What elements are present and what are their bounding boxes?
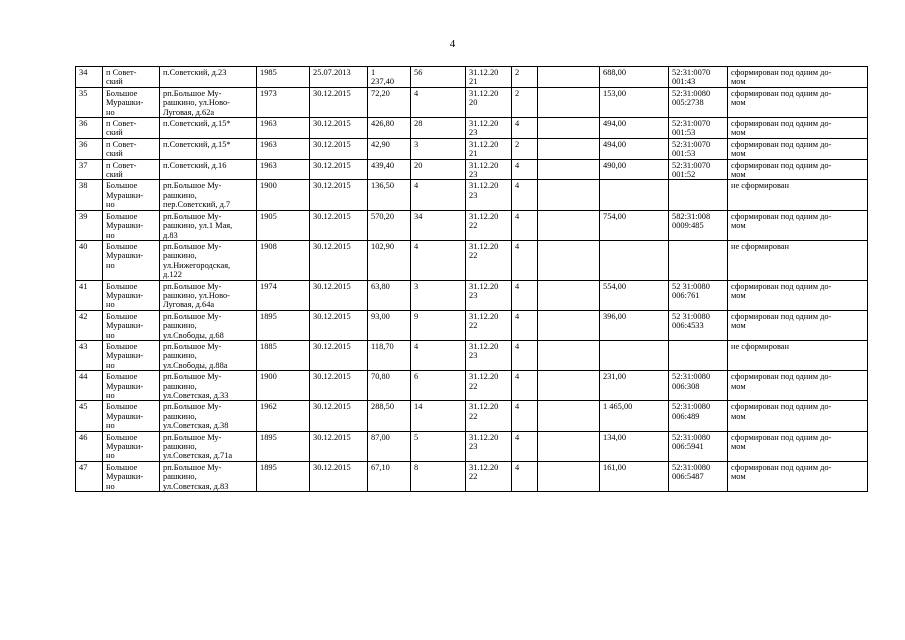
table-row bbox=[76, 371, 868, 401]
cell-row-number: 46 bbox=[76, 431, 103, 461]
cell-deadline: 31.12.20 21 bbox=[466, 138, 512, 159]
cell-settlement: Большое Мурашки- но bbox=[103, 401, 160, 431]
table-row bbox=[76, 67, 868, 88]
cell-cadastral-number bbox=[669, 180, 728, 210]
cell-address: п.Советский, д.15* bbox=[160, 118, 257, 139]
cell-cadastral-number bbox=[669, 340, 728, 370]
cell-extra bbox=[538, 87, 600, 117]
table-body bbox=[76, 67, 868, 492]
cell-land-area bbox=[600, 340, 669, 370]
cell-settlement: п Совет- ский bbox=[103, 118, 160, 139]
cell-settlement: Большое Мурашки- но bbox=[103, 431, 160, 461]
cell-category: 4 bbox=[512, 371, 538, 401]
cell-extra bbox=[538, 180, 600, 210]
cell-date: 30.12.2015 bbox=[310, 401, 368, 431]
cell-category: 4 bbox=[512, 431, 538, 461]
cell-address: п.Советский, д.23 bbox=[160, 67, 257, 88]
cell-deadline: 31.12.20 23 bbox=[466, 118, 512, 139]
table-row bbox=[76, 431, 868, 461]
cell-address: рп.Большое Му- рашкино, ул.Свободы, д.88а bbox=[160, 340, 257, 370]
cell-settlement: п Совет- ский bbox=[103, 67, 160, 88]
cell-address: п.Советский, д.16 bbox=[160, 159, 257, 180]
cell-date: 30.12.2015 bbox=[310, 240, 368, 280]
cell-area: 42,90 bbox=[368, 138, 411, 159]
cell-area: 63,80 bbox=[368, 280, 411, 310]
cell-residents: 6 bbox=[411, 371, 466, 401]
cell-address: п.Советский, д.15* bbox=[160, 138, 257, 159]
cell-extra bbox=[538, 401, 600, 431]
cell-settlement: Большое Мурашки- но bbox=[103, 461, 160, 491]
cell-category: 4 bbox=[512, 461, 538, 491]
cell-date: 30.12.2015 bbox=[310, 180, 368, 210]
cell-address: рп.Большое Му- рашкино, ул.Свободы, д.68 bbox=[160, 310, 257, 340]
cell-deadline: 31.12.20 22 bbox=[466, 401, 512, 431]
cell-category: 4 bbox=[512, 159, 538, 180]
cell-date: 30.12.2015 bbox=[310, 431, 368, 461]
cell-deadline: 31.12.20 23 bbox=[466, 431, 512, 461]
cell-row-number: 47 bbox=[76, 461, 103, 491]
cell-extra bbox=[538, 67, 600, 88]
table-row bbox=[76, 401, 868, 431]
cell-land-status: сформирован под одним до- мом bbox=[728, 461, 868, 491]
cell-extra bbox=[538, 240, 600, 280]
cell-cadastral-number: 52:31:0080 006:489 bbox=[669, 401, 728, 431]
cell-build-year: 1900 bbox=[257, 180, 310, 210]
table-row bbox=[76, 240, 868, 280]
cell-deadline: 31.12.20 22 bbox=[466, 310, 512, 340]
cell-cadastral-number: 52:31:0080 005:2738 bbox=[669, 87, 728, 117]
cell-land-area: 688,00 bbox=[600, 67, 669, 88]
cell-address: рп.Большое Му- рашкино, ул.Советская, д.33 bbox=[160, 371, 257, 401]
cell-extra bbox=[538, 138, 600, 159]
cell-date: 30.12.2015 bbox=[310, 371, 368, 401]
cell-category: 2 bbox=[512, 87, 538, 117]
cell-land-status: сформирован под одним до- мом bbox=[728, 210, 868, 240]
cell-build-year: 1973 bbox=[257, 87, 310, 117]
cell-extra bbox=[538, 340, 600, 370]
cell-build-year: 1963 bbox=[257, 118, 310, 139]
cell-deadline: 31.12.20 20 bbox=[466, 87, 512, 117]
cell-land-status: сформирован под одним до- мом bbox=[728, 431, 868, 461]
table-row bbox=[76, 310, 868, 340]
table-row bbox=[76, 340, 868, 370]
cell-deadline: 31.12.20 23 bbox=[466, 180, 512, 210]
cell-land-area: 153,00 bbox=[600, 87, 669, 117]
cell-settlement: Большое Мурашки- но bbox=[103, 240, 160, 280]
cell-area: 570,20 bbox=[368, 210, 411, 240]
page-number: 4 bbox=[449, 38, 456, 50]
cell-deadline: 31.12.20 23 bbox=[466, 280, 512, 310]
housing-table bbox=[75, 66, 868, 492]
cell-extra bbox=[538, 371, 600, 401]
cell-deadline: 31.12.20 22 bbox=[466, 371, 512, 401]
cell-residents: 14 bbox=[411, 401, 466, 431]
cell-build-year: 1900 bbox=[257, 371, 310, 401]
cell-category: 4 bbox=[512, 280, 538, 310]
cell-settlement: Большое Мурашки- но bbox=[103, 371, 160, 401]
cell-land-area: 231,00 bbox=[600, 371, 669, 401]
cell-settlement: Большое Мурашки- но bbox=[103, 180, 160, 210]
cell-settlement: п Совет- ский bbox=[103, 159, 160, 180]
cell-row-number: 36 bbox=[76, 138, 103, 159]
table-row bbox=[76, 210, 868, 240]
cell-deadline: 31.12.20 22 bbox=[466, 210, 512, 240]
cell-land-status: сформирован под одним до- мом bbox=[728, 118, 868, 139]
cell-land-status: сформирован под одним до- мом bbox=[728, 159, 868, 180]
cell-area: 102,90 bbox=[368, 240, 411, 280]
cell-land-area bbox=[600, 240, 669, 280]
cell-extra bbox=[538, 310, 600, 340]
cell-residents: 4 bbox=[411, 340, 466, 370]
cell-cadastral-number: 52:31:0070 001:52 bbox=[669, 159, 728, 180]
cell-row-number: 38 bbox=[76, 180, 103, 210]
cell-area: 72,20 bbox=[368, 87, 411, 117]
cell-address: рп.Большое Му- рашкино, ул.Советская, д.38 bbox=[160, 401, 257, 431]
cell-land-area: 396,00 bbox=[600, 310, 669, 340]
cell-residents: 4 bbox=[411, 87, 466, 117]
cell-cadastral-number: 52:31:0080 006:308 bbox=[669, 371, 728, 401]
cell-extra bbox=[538, 280, 600, 310]
cell-address: рп.Большое Му- рашкино, ул.1 Мая, д.83 bbox=[160, 210, 257, 240]
table-row bbox=[76, 180, 868, 210]
cell-settlement: п Совет- ский bbox=[103, 138, 160, 159]
cell-residents: 8 bbox=[411, 461, 466, 491]
cell-land-status: не сформирован bbox=[728, 180, 868, 210]
cell-row-number: 37 bbox=[76, 159, 103, 180]
cell-address: рп.Большое Му- рашкино, пер.Советский, д.7 bbox=[160, 180, 257, 210]
cell-address: рп.Большое Му- рашкино, ул.Ново- Луговая, д.62а bbox=[160, 87, 257, 117]
table-row bbox=[76, 280, 868, 310]
cell-land-area: 494,00 bbox=[600, 138, 669, 159]
cell-build-year: 1908 bbox=[257, 240, 310, 280]
cell-build-year: 1974 bbox=[257, 280, 310, 310]
cell-area: 70,80 bbox=[368, 371, 411, 401]
cell-deadline: 31.12.20 22 bbox=[466, 240, 512, 280]
cell-land-area: 554,00 bbox=[600, 280, 669, 310]
cell-row-number: 42 bbox=[76, 310, 103, 340]
cell-settlement: Большое Мурашки- но bbox=[103, 87, 160, 117]
cell-address: рп.Большое Му- рашкино, ул.Советская, д.71а bbox=[160, 431, 257, 461]
cell-extra bbox=[538, 431, 600, 461]
cell-build-year: 1985 bbox=[257, 67, 310, 88]
cell-category: 4 bbox=[512, 310, 538, 340]
cell-build-year: 1885 bbox=[257, 340, 310, 370]
cell-date: 30.12.2015 bbox=[310, 461, 368, 491]
cell-category: 4 bbox=[512, 340, 538, 370]
cell-extra bbox=[538, 210, 600, 240]
cell-land-status: сформирован под одним до- мом bbox=[728, 310, 868, 340]
cell-row-number: 35 bbox=[76, 87, 103, 117]
cell-category: 2 bbox=[512, 67, 538, 88]
cell-cadastral-number: 52:31:0070 001:43 bbox=[669, 67, 728, 88]
cell-area: 87,00 bbox=[368, 431, 411, 461]
cell-cadastral-number: 52:31:0080 006:5487 bbox=[669, 461, 728, 491]
cell-land-status: не сформирован bbox=[728, 240, 868, 280]
cell-land-area: 754,00 bbox=[600, 210, 669, 240]
cell-category: 4 bbox=[512, 210, 538, 240]
cell-date: 30.12.2015 bbox=[310, 340, 368, 370]
table-row bbox=[76, 461, 868, 491]
cell-category: 4 bbox=[512, 401, 538, 431]
cell-cadastral-number: 582:31:008 0009:485 bbox=[669, 210, 728, 240]
cell-extra bbox=[538, 118, 600, 139]
cell-residents: 34 bbox=[411, 210, 466, 240]
cell-row-number: 41 bbox=[76, 280, 103, 310]
cell-deadline: 31.12.20 23 bbox=[466, 340, 512, 370]
cell-settlement: Большое Мурашки- но bbox=[103, 310, 160, 340]
table-row bbox=[76, 118, 868, 139]
cell-residents: 3 bbox=[411, 138, 466, 159]
cell-category: 4 bbox=[512, 240, 538, 280]
cell-land-status: не сформирован bbox=[728, 340, 868, 370]
cell-deadline: 31.12.20 22 bbox=[466, 461, 512, 491]
cell-land-area: 1 465,00 bbox=[600, 401, 669, 431]
cell-row-number: 44 bbox=[76, 371, 103, 401]
cell-settlement: Большое Мурашки- но bbox=[103, 280, 160, 310]
cell-row-number: 34 bbox=[76, 67, 103, 88]
cell-cadastral-number: 52:31:0080 006:5941 bbox=[669, 431, 728, 461]
cell-date: 25.07.2013 bbox=[310, 67, 368, 88]
cell-date: 30.12.2015 bbox=[310, 310, 368, 340]
cell-area: 118,70 bbox=[368, 340, 411, 370]
cell-row-number: 36 bbox=[76, 118, 103, 139]
cell-build-year: 1962 bbox=[257, 401, 310, 431]
cell-category: 4 bbox=[512, 180, 538, 210]
cell-land-area bbox=[600, 180, 669, 210]
cell-category: 2 bbox=[512, 138, 538, 159]
cell-land-area: 490,00 bbox=[600, 159, 669, 180]
cell-cadastral-number: 52 31:0080 006:761 bbox=[669, 280, 728, 310]
cell-residents: 56 bbox=[411, 67, 466, 88]
cell-land-area: 134,00 bbox=[600, 431, 669, 461]
cell-build-year: 1895 bbox=[257, 310, 310, 340]
cell-land-area: 494,00 bbox=[600, 118, 669, 139]
cell-residents: 4 bbox=[411, 240, 466, 280]
cell-land-status: сформирован под одним до- мом bbox=[728, 401, 868, 431]
cell-residents: 20 bbox=[411, 159, 466, 180]
cell-land-status: сформирован под одним до- мом bbox=[728, 138, 868, 159]
cell-land-status: сформирован под одним до- мом bbox=[728, 371, 868, 401]
cell-residents: 4 bbox=[411, 180, 466, 210]
cell-build-year: 1963 bbox=[257, 159, 310, 180]
cell-date: 30.12.2015 bbox=[310, 118, 368, 139]
cell-extra bbox=[538, 461, 600, 491]
cell-date: 30.12.2015 bbox=[310, 87, 368, 117]
cell-residents: 3 bbox=[411, 280, 466, 310]
cell-address: рп.Большое Му- рашкино, ул.Нижегородская, д.122 bbox=[160, 240, 257, 280]
cell-date: 30.12.2015 bbox=[310, 280, 368, 310]
cell-land-status: сформирован под одним до- мом bbox=[728, 67, 868, 88]
cell-row-number: 43 bbox=[76, 340, 103, 370]
table-row bbox=[76, 138, 868, 159]
cell-land-status: сформирован под одним до- мом bbox=[728, 87, 868, 117]
cell-residents: 9 bbox=[411, 310, 466, 340]
cell-area: 426,80 bbox=[368, 118, 411, 139]
cell-land-status: сформирован под одним до- мом bbox=[728, 280, 868, 310]
cell-land-area: 161,00 bbox=[600, 461, 669, 491]
cell-row-number: 39 bbox=[76, 210, 103, 240]
cell-cadastral-number: 52:31:0070 001:53 bbox=[669, 138, 728, 159]
cell-settlement: Большое Мурашки- но bbox=[103, 210, 160, 240]
table-row bbox=[76, 87, 868, 117]
table-row bbox=[76, 159, 868, 180]
cell-area: 288,50 bbox=[368, 401, 411, 431]
cell-row-number: 40 bbox=[76, 240, 103, 280]
cell-build-year: 1963 bbox=[257, 138, 310, 159]
cell-settlement: Большое Мурашки- но bbox=[103, 340, 160, 370]
cell-build-year: 1905 bbox=[257, 210, 310, 240]
cell-area: 67,10 bbox=[368, 461, 411, 491]
cell-row-number: 45 bbox=[76, 401, 103, 431]
cell-build-year: 1895 bbox=[257, 431, 310, 461]
cell-area: 439,40 bbox=[368, 159, 411, 180]
cell-deadline: 31.12.20 23 bbox=[466, 159, 512, 180]
cell-cadastral-number bbox=[669, 240, 728, 280]
cell-category: 4 bbox=[512, 118, 538, 139]
cell-address: рп.Большое Му- рашкино, ул.Советская, д.83 bbox=[160, 461, 257, 491]
cell-cadastral-number: 52 31:0080 006:4533 bbox=[669, 310, 728, 340]
cell-residents: 28 bbox=[411, 118, 466, 139]
cell-cadastral-number: 52:31:0070 001:53 bbox=[669, 118, 728, 139]
cell-date: 30.12.2015 bbox=[310, 159, 368, 180]
cell-date: 30.12.2015 bbox=[310, 210, 368, 240]
cell-build-year: 1895 bbox=[257, 461, 310, 491]
cell-extra bbox=[538, 159, 600, 180]
cell-address: рп.Большое Му- рашкино, ул.Ново- Луговая, д.64а bbox=[160, 280, 257, 310]
cell-date: 30.12.2015 bbox=[310, 138, 368, 159]
cell-deadline: 31.12.20 21 bbox=[466, 67, 512, 88]
cell-residents: 5 bbox=[411, 431, 466, 461]
cell-area: 1 237,40 bbox=[368, 67, 411, 88]
cell-area: 136,50 bbox=[368, 180, 411, 210]
cell-area: 93,00 bbox=[368, 310, 411, 340]
